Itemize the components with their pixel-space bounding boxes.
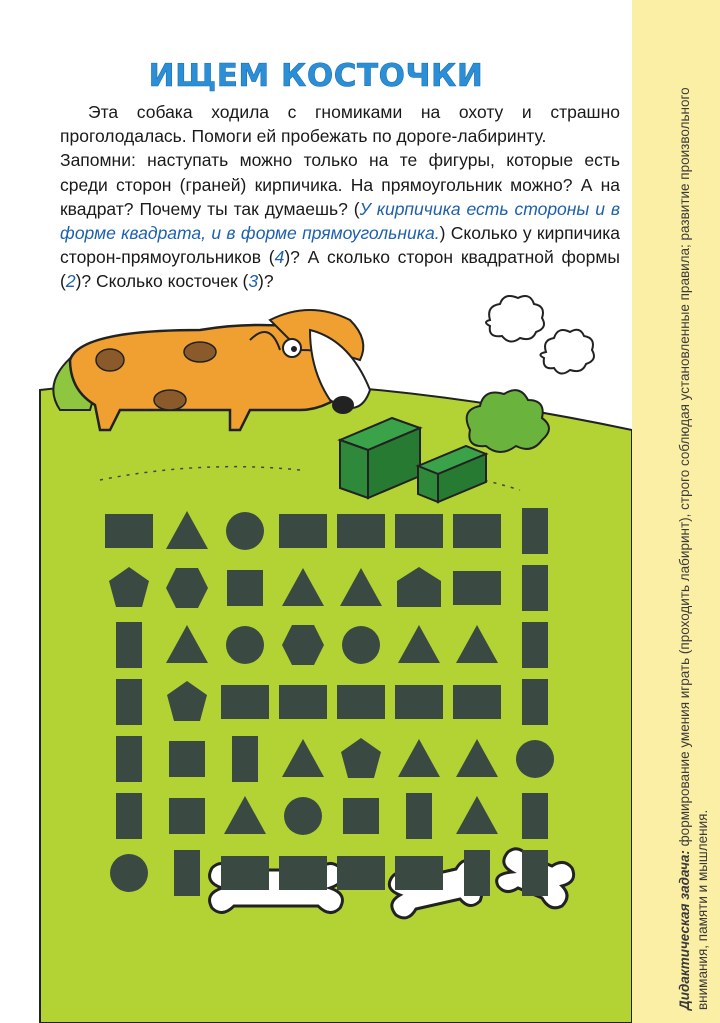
intro-text-d: )? Сколько косточек (: [75, 271, 249, 292]
vbar-shape: [508, 561, 562, 615]
rect-shape: [276, 675, 330, 729]
intro-text-a: Запомни: наступать можно только на те фигуры, которые есть среди сторон (граней) кирпичика. На прямоугольник можно? А на квадрат? Почему ты так думаешь? (: [60, 150, 620, 219]
circle-shape: [334, 618, 388, 672]
rect-shape: [102, 504, 156, 558]
intro-paragraph-1: Эта собака ходила с гномиками на охоту и страшно проголодалась. Помоги ей пробежать по дороге-лабиринту.: [60, 102, 620, 147]
vbar-shape: [508, 504, 562, 558]
sidebar-body: формирование умения играть (проходить лабиринт), строго соблюдая установленные правила; развитие произвольного внимания, памяти и мышления.: [677, 87, 710, 1010]
sidebar-label: Дидактическая задача:: [677, 850, 692, 1010]
triangle-shape: [160, 504, 214, 558]
triangle-shape: [450, 789, 504, 843]
rect-shape: [276, 846, 330, 900]
pentagon-shape: [334, 732, 388, 786]
circle-shape: [218, 618, 272, 672]
intro-hint: У кирпичика есть стороны и в форме квадрата, и в форме прямоугольника.: [60, 198, 620, 244]
circle-shape: [508, 732, 562, 786]
triangle-shape: [334, 561, 388, 615]
triangle-shape: [218, 789, 272, 843]
answer-bones: 3: [248, 271, 259, 292]
vbar-shape: [102, 732, 156, 786]
circle-shape: [102, 846, 156, 900]
vbar-shape: [508, 789, 562, 843]
triangle-shape: [392, 618, 446, 672]
intro-text-b: ) Сколько у кирпичика сторон-прямоугольников (: [60, 223, 621, 268]
vbar-shape: [102, 675, 156, 729]
hexagon-shape: [160, 561, 214, 615]
page-title: ИЩЕМ КОСТОЧКИ: [148, 58, 484, 94]
answer-squares: 2: [65, 271, 76, 292]
square-shape: [160, 789, 214, 843]
vbar-shape: [102, 618, 156, 672]
circle-shape: [276, 789, 330, 843]
square-shape: [218, 561, 272, 615]
circle-shape: [218, 504, 272, 558]
rect-shape: [334, 846, 388, 900]
vbar-shape: [102, 789, 156, 843]
vbar-shape: [508, 846, 562, 900]
triangle-shape: [450, 732, 504, 786]
hexagon-shape: [276, 618, 330, 672]
answer-rectangles: 4: [274, 247, 285, 268]
rect-shape: [392, 846, 446, 900]
vbar-shape: [508, 618, 562, 672]
triangle-shape: [392, 732, 446, 786]
triangle-shape: [276, 561, 330, 615]
triangle-shape: [276, 732, 330, 786]
rect-shape: [392, 675, 446, 729]
rect-shape: [218, 675, 272, 729]
rect-shape: [392, 504, 446, 558]
triangle-shape: [450, 618, 504, 672]
vbar-shape: [508, 675, 562, 729]
maze-grid: [0, 280, 632, 880]
triangle-shape: [160, 618, 214, 672]
maze-scene: [0, 280, 632, 1023]
square-shape: [334, 789, 388, 843]
pentagon-shape: [102, 561, 156, 615]
rect-shape: [450, 561, 504, 615]
rect-shape: [450, 675, 504, 729]
pentagon-shape: [160, 675, 214, 729]
rect-shape: [334, 504, 388, 558]
square-shape: [160, 732, 214, 786]
vbar-shape: [218, 732, 272, 786]
vbar-shape: [160, 846, 214, 900]
vbar-shape: [392, 789, 446, 843]
sidebar-text: [676, 20, 712, 1010]
rect-shape: [334, 675, 388, 729]
vbar-shape: [450, 846, 504, 900]
rect-shape: [276, 504, 330, 558]
rect-shape: [218, 846, 272, 900]
intro-text: [60, 100, 620, 294]
rect-shape: [450, 504, 504, 558]
house-shape: [392, 561, 446, 615]
intro-text-c: )? А сколько сторон квадратной формы (: [60, 247, 620, 292]
intro-paragraph-2: [60, 148, 620, 293]
intro-text-e: )?: [258, 271, 274, 292]
